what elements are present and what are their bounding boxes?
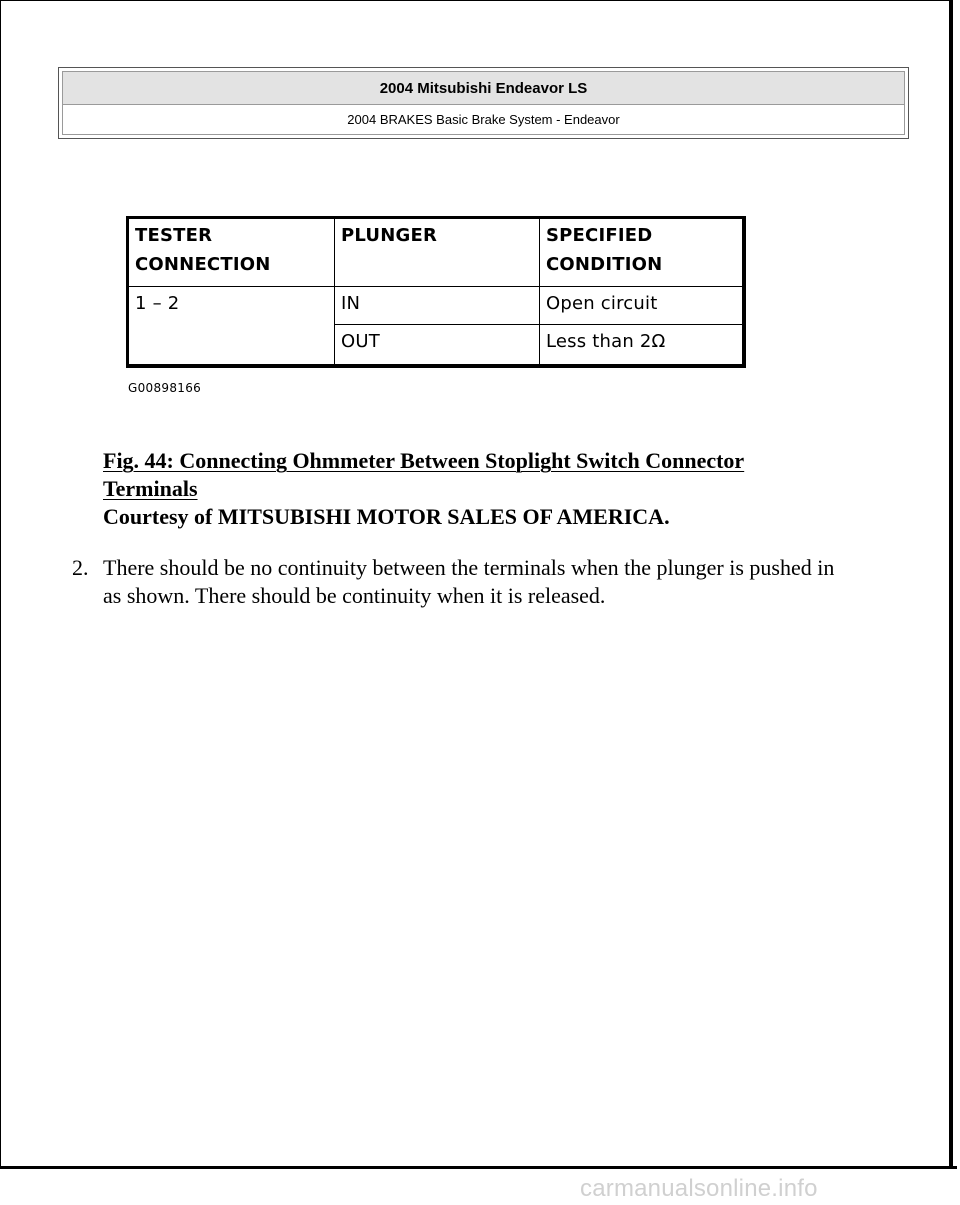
caption-title: Fig. 44: Connecting Ohmmeter Between Stoplight Switch Connector Terminals [103,448,745,501]
step-text: There should be no continuity between the terminals when the plunger is pushed in as shown. There should be continuity when it is released. [103,555,835,608]
table-cell: Less than 2Ω [540,325,743,365]
figure-caption [103,447,843,531]
header-title: 2004 Mitsubishi Endeavor LS [63,72,904,105]
table-row [129,287,743,325]
header-cell-plunger: PLUNGER [335,219,540,287]
header-cell-tester-connection: TESTER CONNECTION [129,219,335,287]
header-subtitle: 2004 BRAKES Basic Brake System - Endeavor [347,112,620,127]
figure-image [126,216,746,368]
page-bottom-rule [0,1166,957,1169]
table-header-row [129,219,743,287]
table-cell: OUT [335,325,540,365]
caption-courtesy: Courtesy of MITSUBISHI MOTOR SALES OF AMERICA. [103,504,670,529]
table-cell: Open circuit [540,287,743,325]
figure-id: G00898166 [128,381,202,395]
table-cell: IN [335,287,540,325]
table-cell: 1 – 2 [129,287,335,365]
header-box [62,71,905,135]
document-header [58,67,909,139]
watermark-text: carmanualsonline.info [580,1175,818,1202]
specification-table [128,218,743,365]
header-cell-specified-condition: SPECIFIED CONDITION [540,219,743,287]
step-number: 2. [72,555,89,580]
